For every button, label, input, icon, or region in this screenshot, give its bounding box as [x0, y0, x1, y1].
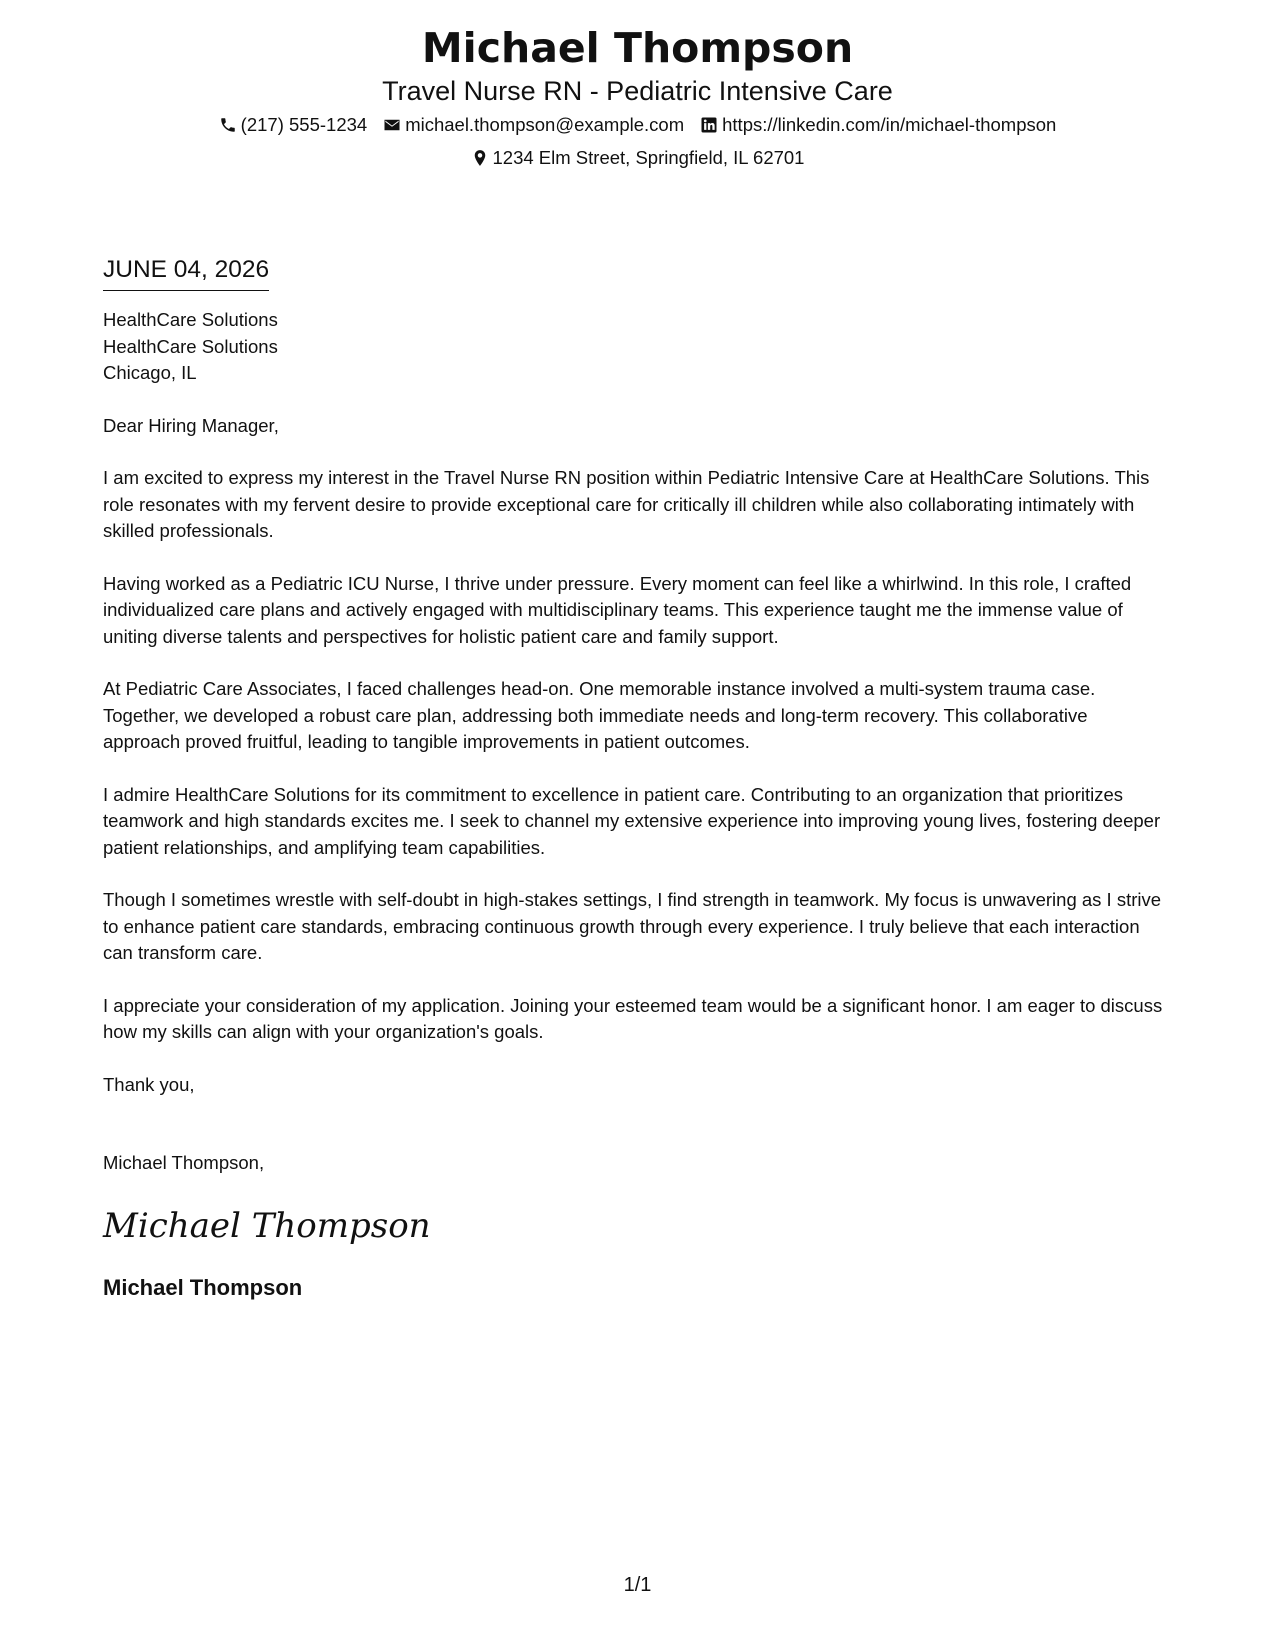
salutation: Dear Hiring Manager, — [103, 414, 279, 436]
recipient-line: HealthCare Solutions — [103, 335, 278, 357]
body-paragraph: Though I sometimes wrestle with self-doubt in high-stakes settings, I find strength in teamwork. My focus is unwavering as I strive to enhance patient care standards, embracing continuous growth through every experience. I truly believe that each interaction can transform care. — [103, 889, 1162, 963]
body-paragraph: I am excited to express my interest in the Travel Nurse RN position within Pediatric Intensive Care at HealthCare Solutions. This role resonates with my fervent desire to provide exceptional care for critically ill children while also collaborating intimately with skilled professionals. — [103, 467, 1150, 541]
typed-name: Michael Thompson — [103, 1274, 303, 1300]
contact-phone — [219, 111, 368, 139]
contact-address — [471, 144, 805, 172]
closing: Thank you, — [103, 1073, 195, 1095]
contact-row — [0, 111, 1275, 139]
phone-text: (217) 555-1234 — [240, 114, 368, 135]
body-paragraph: I admire HealthCare Solutions for its commitment to excellence in patient care. Contributing to an organization that prioritizes teamwork and high standards excites me. I seek to channel my extensive experience into improving young lives, fostering deeper patient relationships, and amplifying team capabilities. — [103, 783, 1161, 858]
envelope-icon — [383, 116, 401, 134]
recipient-block — [103, 307, 1168, 387]
contact-linkedin[interactable] — [700, 111, 1056, 139]
recipient-line: Chicago, IL — [103, 362, 197, 383]
body-paragraph: I appreciate your consideration of my application. Joining your esteemed team would be a significant honor. I am eager to discuss how my skills can align with your organization's goals. — [103, 994, 1163, 1042]
sender-role: Travel Nurse RN - Pediatric Intensive Care — [382, 76, 893, 106]
address-row — [0, 144, 1275, 172]
letter-date: JUNE 04, 2026 — [103, 254, 269, 291]
body-paragraph: At Pediatric Care Associates, I faced challenges head-on. One memorable instance involved a multi-system trauma case. Together, we developed a robust care plan, addressing both immediate needs and long-term recovery. This collaborative approach proved fruitful, leading to tangible improvements in patient outcomes. — [103, 678, 1096, 752]
recipient-line: HealthCare Solutions — [103, 309, 278, 330]
handwritten-signature — [103, 1199, 431, 1255]
sender-name: Michael Thompson — [421, 24, 854, 72]
contact-email[interactable] — [383, 111, 684, 139]
linkedin-icon — [700, 116, 718, 134]
letter-header — [0, 22, 1275, 172]
signoff-name: Michael Thompson, — [103, 1152, 265, 1173]
phone-icon — [219, 116, 237, 134]
letter-body — [103, 254, 1168, 1303]
address-text: 1234 Elm Street, Springfield, IL 62701 — [492, 147, 805, 168]
body-paragraph: Having worked as a Pediatric ICU Nurse, I thrive under pressure. Every moment can feel like a whirlwind. In this role, I crafted individualized care plans and actively engaged with multidisciplinary teams. This experience taught me the immense value of uniting diverse talents and perspectives for holistic patient care and family support. — [103, 572, 1132, 647]
email-text[interactable]: michael.thompson@example.com — [405, 114, 685, 135]
signature-text: Michael Thompson — [103, 1205, 431, 1246]
page-number: 1/1 — [623, 1574, 652, 1596]
map-pin-icon — [471, 149, 489, 167]
linkedin-text[interactable]: https://linkedin.com/in/michael-thompson — [722, 114, 1057, 135]
